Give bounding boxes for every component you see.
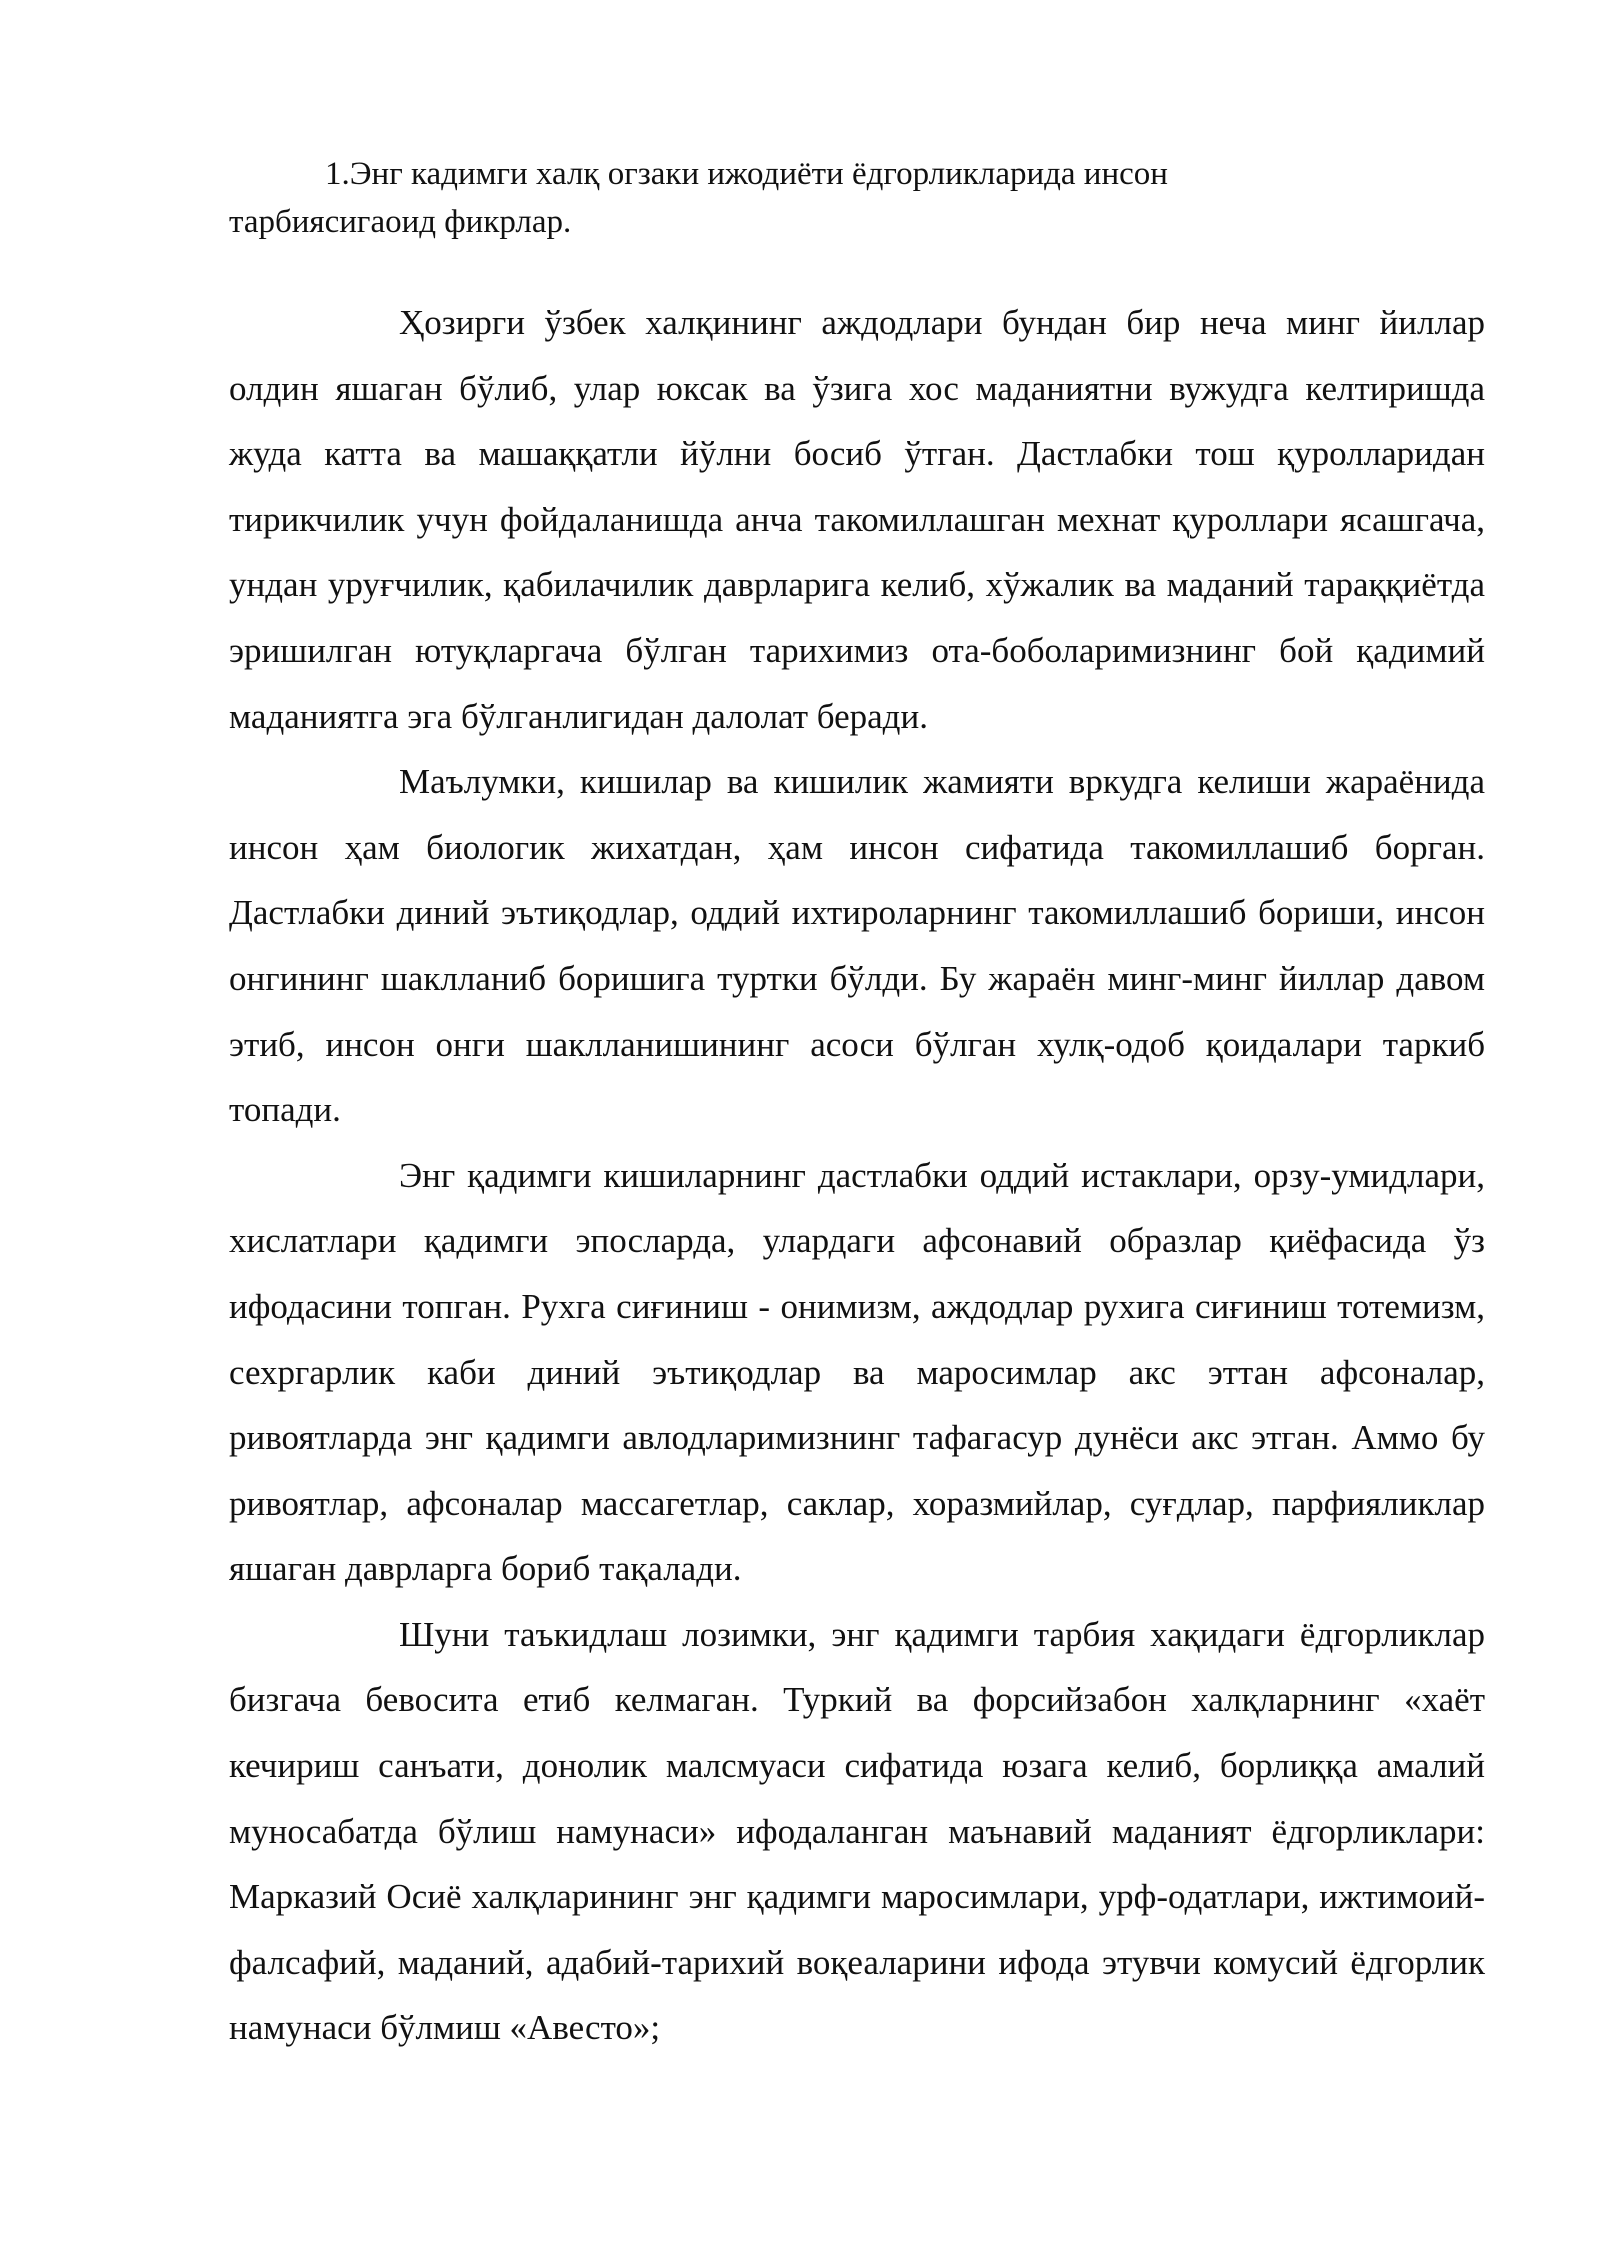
paragraph-3: Энг қадимги кишиларнинг дастлабки оддий истаклари, орзу-умидлари, хислатлари қадимги эпосларда, улардаги афсонавий образлар қиёфасида ўз ифодасини топган. Рухга сиғиниш - онимизм, аждодлар рухига сиғиниш тотемизм, сехргарлик каби диний эътиқодлар ва маросимлар акс эттан афсоналар, ривоятларда энг қадимги авлодларимизнинг тафагасур дунёси акс этган. Аммо бу ривоятлар, афсоналар массагетлар, саклар, хоразмийлар, суғдлар, парфияликлар яшаган даврларга бориб тақалади. xyxy=(229,1155,1485,1589)
heading-line-2: тарбиясигаоид фикрлар. xyxy=(229,204,572,240)
paragraph-1: Ҳозирги ўзбек халқининг аждодлари бундан бир неча минг йиллар олдин яшаган бўлиб, улар юксак ва ўзига хос маданиятни вужудга келтиришда жуда катта ва машаққатли йўлни босиб ўтган. Дастлабки тош қуролларидан тирикчилик учун фойдаланишда анча такомиллашган мехнат қуроллари ясашгача, ундан уруғчилик, қабилачилик даврларига келиб, хўжалик ва маданий тараққиётда эришилган ютуқларгача бўлган тарихимиз ота-боболаримизнинг бой қадимий маданиятга эга бўлганлигидан далолат беради. xyxy=(229,303,1485,736)
section-heading xyxy=(229,150,1485,246)
paragraph-4: Шуни таъкидлаш лозимки, энг қадимги тарбия хақидаги ёдгорликлар бизгача бевосита етиб келмаган. Туркий ва форсийзабон халқларнинг «хаёт кечириш санъати, донолик малсмуаси сифатида юзага келиб, борлиққа амалий муносабатда бўлиш намунаси» ифодаланган маънавий маданият ёдгорликлари: Марказий Осиё халқларининг энг қадимги маросимлари, урф-одатлари, ижтимоий-фалсафий, маданий, адабий-тарихий воқеаларини ифода этувчи комусий ёдгорлик намунаси бўлмиш «Авесто»; xyxy=(229,1614,1485,2048)
document-page xyxy=(229,150,1485,2061)
paragraph-2: Маълумки, кишилар ва кишилик жамияти вркудга келиши жараёнида инсон ҳам биологик жихатдан, ҳам инсон сифатида такомиллашиб борган. Дастлабки диний эътиқодлар, оддий ихтироларнинг такомиллашиб бориши, инсон онгининг шаклланиб боришига туртки бўлди. Бу жараён минг-минг йиллар давом этиб, инсон онги шаклланишининг асоси бўлган хулқ-одоб қоидалари таркиб топади. xyxy=(229,762,1485,1130)
heading-line-1: 1.Энг кадимги халқ огзаки ижодиёти ёдгорликларида инсон xyxy=(325,156,1168,192)
